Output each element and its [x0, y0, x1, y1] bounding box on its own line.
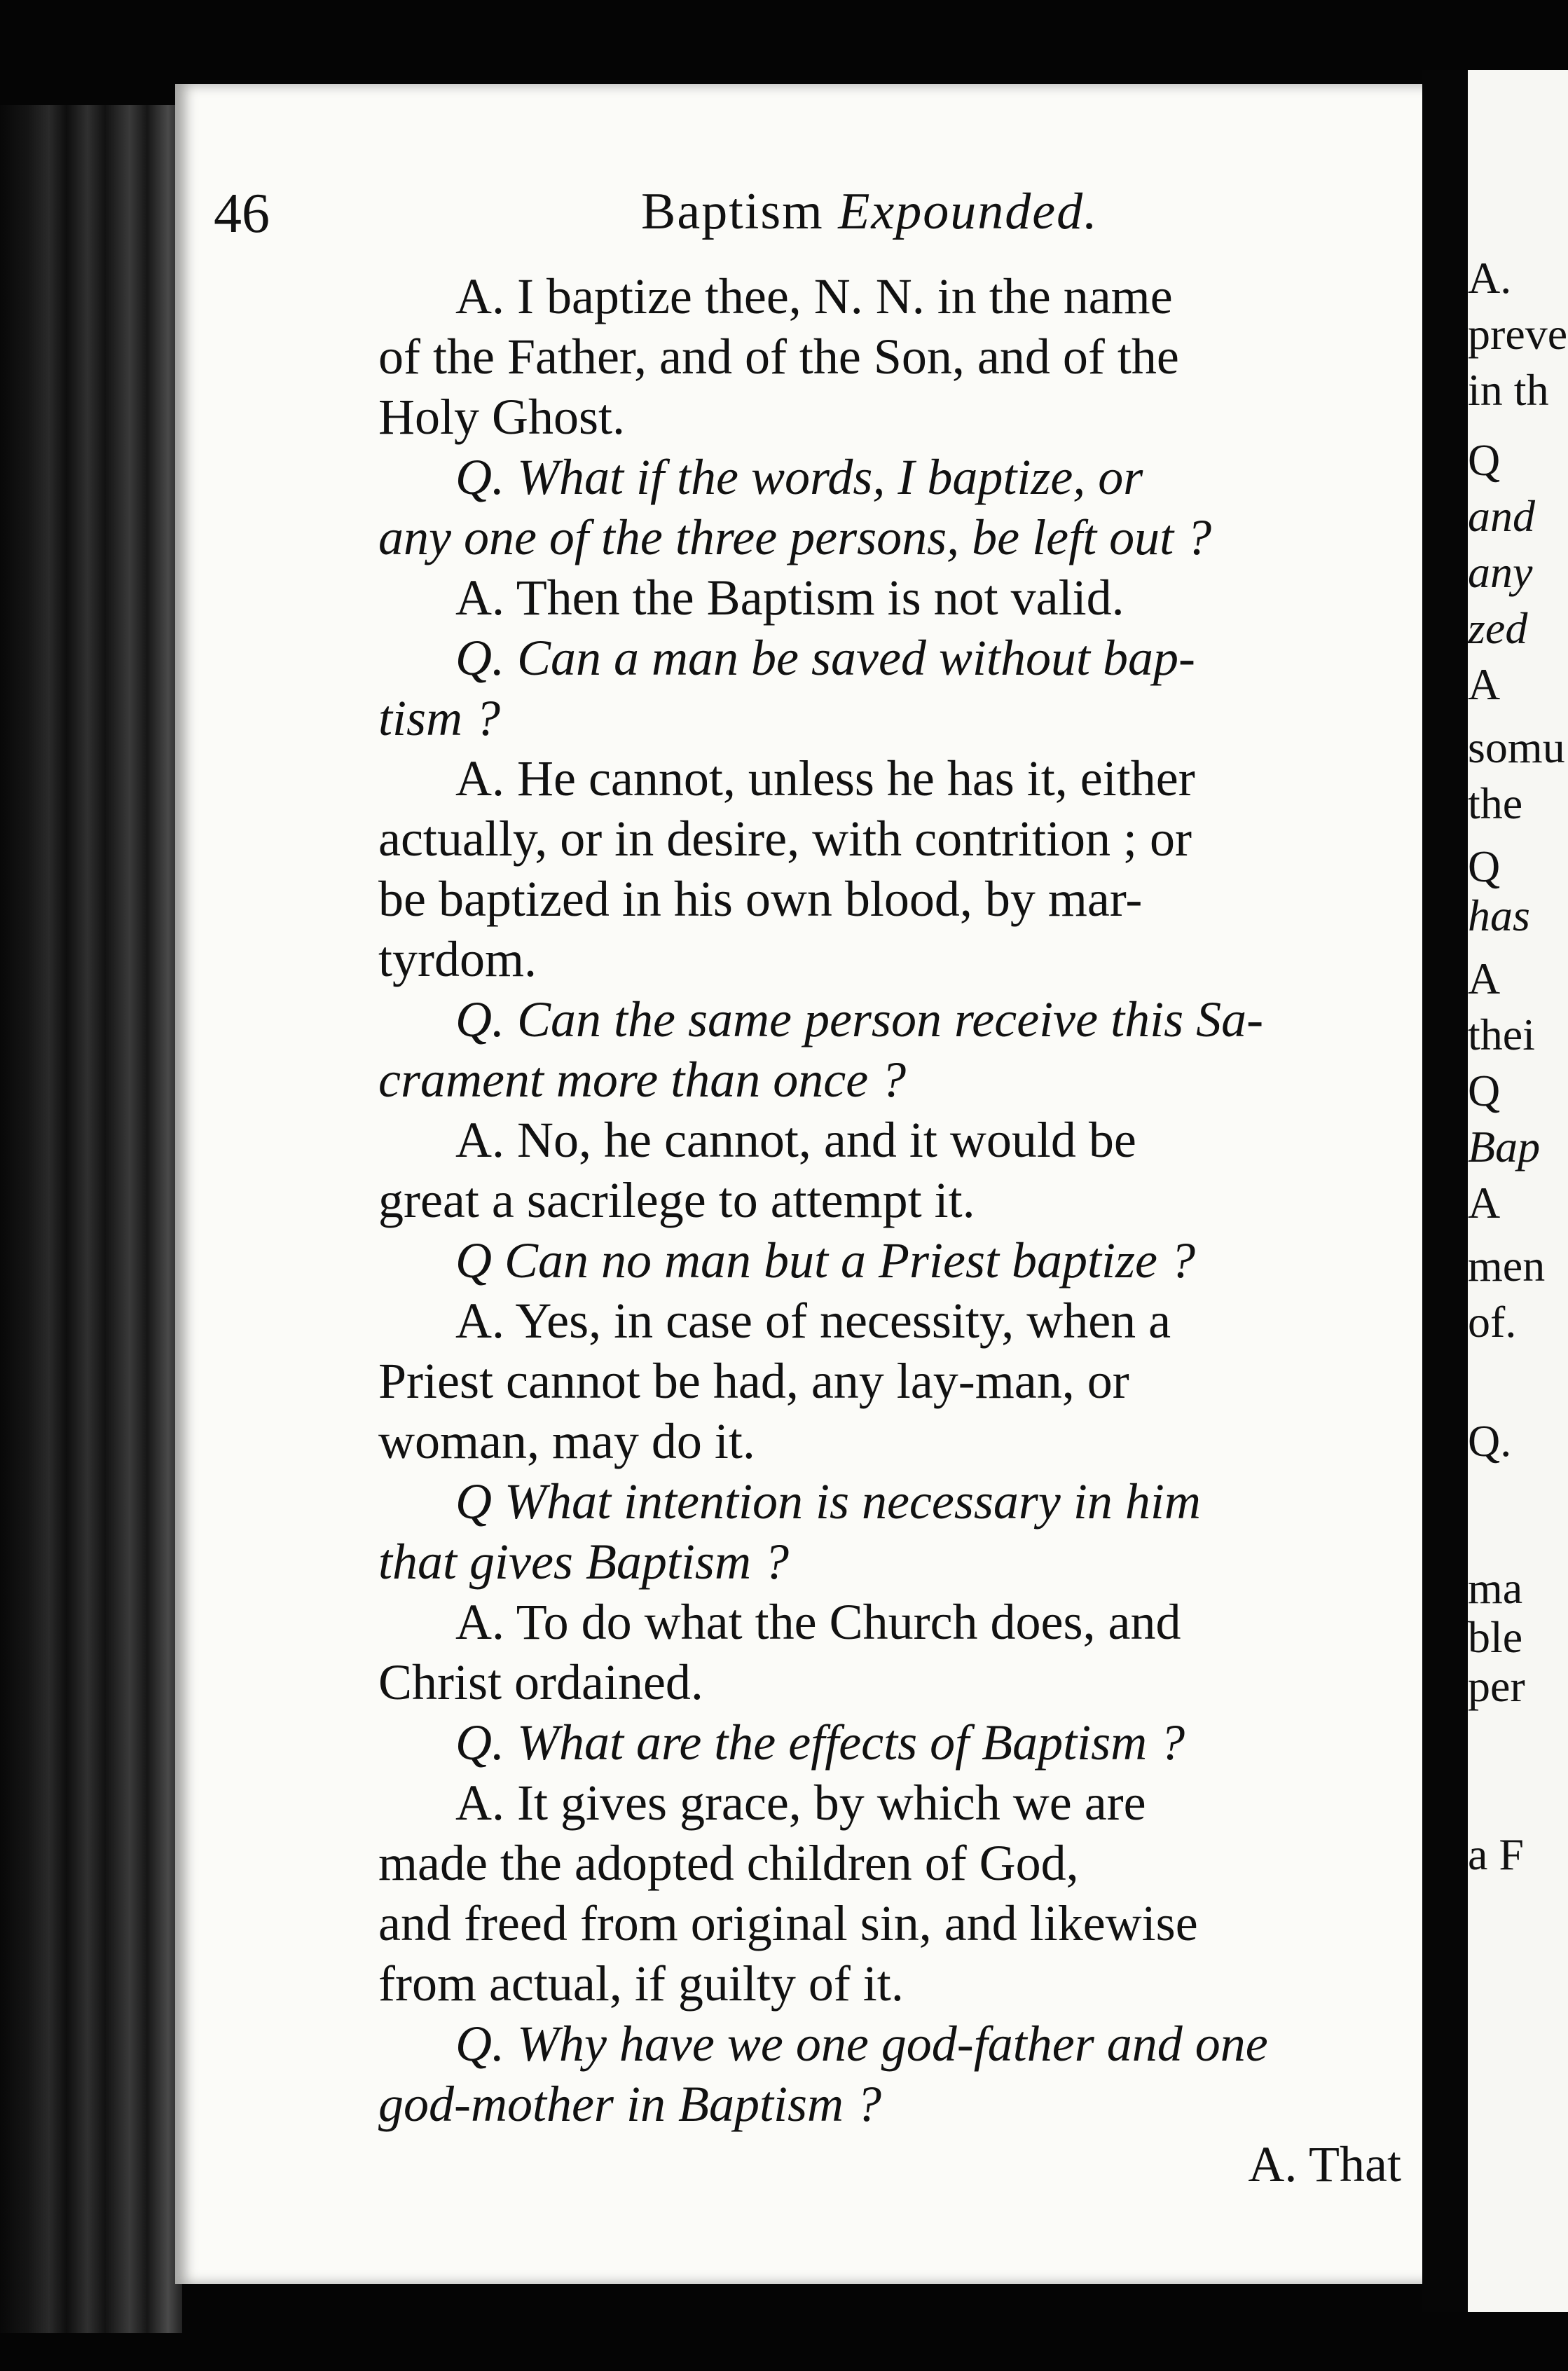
text-line: Q. What are the effects of Baptism ?: [455, 1714, 1185, 1771]
page-number: 46: [214, 183, 270, 245]
text-line: tyrdom.: [378, 931, 537, 987]
facing-page-fragment: has: [1468, 891, 1530, 940]
running-header: [214, 182, 1405, 266]
text-line: Q. Why have we one god-father and one: [455, 2016, 1268, 2072]
text-line: A. That: [1248, 2136, 1401, 2192]
text-line: A. Then the Baptism is not valid.: [455, 570, 1125, 626]
facing-page-fragment: A: [1468, 659, 1501, 709]
facing-page-fragment: A: [1468, 1178, 1501, 1228]
text-line: Q What intention is necessary in him: [455, 1473, 1201, 1530]
text-line: god-mother in Baptism ?: [378, 2076, 881, 2132]
book-gutter: [1422, 70, 1471, 2312]
text-line: be baptized in his own blood, by mar-: [378, 871, 1143, 927]
book-spine: [0, 105, 182, 2333]
text-line: any one of the three persons, be left out ?: [378, 509, 1212, 565]
text-line: A. He cannot, unless he has it, either: [455, 750, 1195, 806]
text-line: woman, may do it.: [378, 1413, 755, 1469]
facing-page-fragment: preve: [1468, 309, 1568, 359]
text-line: A. No, he cannot, and it would be: [455, 1112, 1136, 1168]
running-title-italic: Expounded.: [838, 183, 1099, 240]
facing-page-fragment: a F: [1468, 1829, 1524, 1879]
facing-page-fragment: Q: [1468, 1066, 1501, 1115]
text-line: crament more than once ?: [378, 1052, 907, 1108]
facing-page-fragment: Q.: [1468, 1416, 1512, 1466]
text-line: and freed from original sin, and likewise: [378, 1895, 1198, 1951]
facing-page-fragment: the: [1468, 778, 1523, 828]
text-line: Priest cannot be had, any lay-man, or: [378, 1353, 1129, 1409]
page-body: [378, 266, 1415, 2194]
facing-page-fragment: in th: [1468, 365, 1549, 415]
running-title-main: Baptism: [641, 183, 824, 240]
text-line: actually, or in desire, with contrition ; or: [378, 811, 1192, 867]
text-line: A. It gives grace, by which we are: [455, 1775, 1146, 1831]
running-title: [641, 182, 1099, 242]
facing-page-fragment: any: [1468, 547, 1533, 597]
text-line: A. To do what the Church does, and: [455, 1594, 1181, 1650]
facing-page-fragment: men: [1468, 1241, 1546, 1291]
text-line: from actual, if guilty of it.: [378, 1956, 904, 2012]
text-line: great a sacrilege to attempt it.: [378, 1172, 975, 1228]
text-line: tism ?: [378, 690, 501, 746]
facing-page-fragment: ble: [1468, 1612, 1523, 1662]
facing-page-fragment: A.: [1468, 253, 1512, 303]
facing-page-fragment: thei: [1468, 1010, 1535, 1059]
text-line: A. Yes, in case of necessity, when a: [455, 1293, 1171, 1349]
text-line: made the adopted children of God,: [378, 1835, 1079, 1891]
text-line: Q. Can a man be saved without bap-: [455, 630, 1195, 686]
facing-page-fragment: ma: [1468, 1563, 1523, 1613]
facing-page-fragment: zed: [1468, 603, 1528, 653]
facing-page-fragment: per: [1468, 1661, 1525, 1711]
facing-page-fragment: and: [1468, 491, 1535, 541]
text-line: Q. What if the words, I baptize, or: [455, 449, 1143, 505]
facing-page-fragment: Q: [1468, 435, 1501, 485]
facing-page-fragment: Q: [1468, 841, 1501, 891]
facing-page-fragment: A: [1468, 954, 1501, 1003]
text-line: A. I baptize thee, N. N. in the name: [455, 268, 1173, 324]
text-line: that gives Baptism ?: [378, 1534, 789, 1590]
text-line: Q Can no man but a Priest baptize ?: [455, 1232, 1195, 1288]
facing-page-fragment: Bap: [1468, 1122, 1541, 1171]
text-line: of the Father, and of the Son, and of the: [378, 329, 1179, 385]
text-line: Q. Can the same person receive this Sa-: [455, 991, 1264, 1047]
facing-page-fragment: of.: [1468, 1297, 1517, 1347]
text-line: Christ ordained.: [378, 1654, 703, 1710]
text-line: Holy Ghost.: [378, 389, 626, 445]
facing-page-fragment: somu: [1468, 722, 1565, 772]
